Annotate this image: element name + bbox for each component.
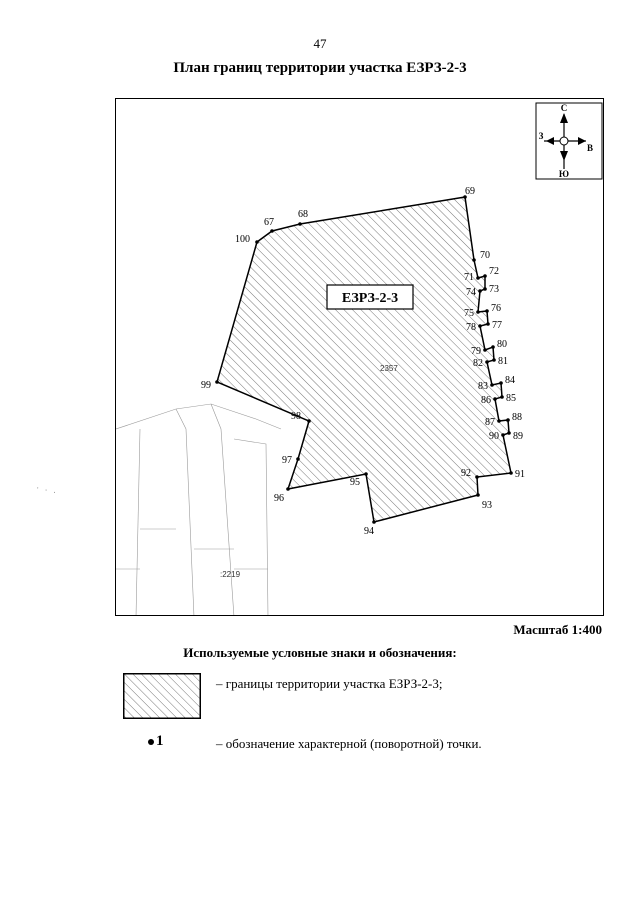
boundary-point-label-77: 77	[492, 320, 502, 331]
boundary-point-89	[507, 431, 511, 435]
boundary-point-90	[501, 433, 505, 437]
boundary-point-100	[255, 240, 259, 244]
boundary-point-79	[483, 348, 487, 352]
boundary-point-83	[490, 383, 494, 387]
compass-south-label: Ю	[558, 169, 570, 179]
boundary-point-78	[478, 324, 482, 328]
map-canvas	[116, 99, 604, 616]
boundary-point-81	[492, 358, 496, 362]
boundary-point-label-84: 84	[505, 375, 515, 386]
boundary-point-label-99: 99	[201, 380, 211, 391]
boundary-point-80	[491, 345, 495, 349]
boundary-point-label-87: 87	[485, 417, 495, 428]
boundary-point-label-93: 93	[482, 500, 492, 511]
boundary-point-82	[485, 360, 489, 364]
parcel-number-outer: :2219	[220, 570, 241, 579]
scan-artifact: · · ·	[35, 483, 59, 498]
boundary-point-label-97: 97	[282, 455, 292, 466]
boundary-point-label-74: 74	[466, 287, 476, 298]
boundary-point-75	[476, 310, 480, 314]
boundary-point-74	[478, 289, 482, 293]
page-number: 47	[313, 36, 327, 51]
legend-item-territory: – границы территории участка ЕЗРЗ-2-3;	[216, 676, 443, 691]
boundary-point-label-88: 88	[512, 412, 522, 423]
boundary-point-label-90: 90	[489, 431, 499, 442]
boundary-point-93	[476, 493, 480, 497]
boundary-point-label-100: 100	[235, 234, 250, 245]
boundary-point-label-86: 86	[481, 395, 491, 406]
boundary-point-label-83: 83	[478, 381, 488, 392]
boundary-point-label-82: 82	[473, 358, 483, 369]
compass-east-label: В	[586, 143, 594, 153]
page-title: План границ территории участка ЕЗРЗ-2-3	[173, 60, 467, 76]
boundary-point-68	[298, 222, 302, 226]
boundary-point-96	[286, 487, 290, 491]
map-scale: Масштаб 1:400	[513, 622, 602, 637]
zone-label-text: ЕЗРЗ-2-3	[341, 291, 399, 306]
background-parcels	[116, 404, 281, 616]
boundary-point-label-69: 69	[465, 186, 475, 197]
boundary-point-84	[499, 381, 503, 385]
boundary-point-70	[472, 258, 476, 262]
boundary-point-label-73: 73	[489, 284, 499, 295]
point-dot-icon	[148, 739, 154, 745]
boundary-point-label-75: 75	[464, 308, 474, 319]
compass-center-icon	[560, 137, 568, 145]
boundary-point-71	[476, 276, 480, 280]
boundary-point-label-70: 70	[480, 250, 490, 261]
legend-title: Используемые условные знаки и обозначения:	[183, 645, 457, 660]
boundary-point-label-78: 78	[466, 322, 476, 333]
boundary-point-85	[500, 395, 504, 399]
boundary-point-label-94: 94	[364, 526, 374, 537]
boundary-point-label-91: 91	[515, 469, 525, 480]
compass-west-label: З	[538, 131, 544, 141]
boundary-point-92	[475, 475, 479, 479]
boundary-point-label-85: 85	[506, 393, 516, 404]
boundary-point-94	[372, 520, 376, 524]
boundary-point-88	[506, 418, 510, 422]
boundary-point-label-79: 79	[471, 346, 481, 357]
boundary-point-76	[485, 309, 489, 313]
boundary-point-87	[497, 419, 501, 423]
legend-hatched-swatch	[123, 673, 201, 719]
boundary-point-99	[215, 380, 219, 384]
boundary-point-label-72: 72	[489, 266, 499, 277]
boundary-point-73	[483, 287, 487, 291]
boundary-point-98	[307, 419, 311, 423]
boundary-point-label-92: 92	[461, 468, 471, 479]
boundary-point-86	[493, 397, 497, 401]
legend-item-point: – обозначение характерной (поворотной) точки.	[216, 736, 482, 751]
boundary-point-label-68: 68	[298, 209, 308, 220]
boundary-point-77	[486, 322, 490, 326]
legend-point-number: 1	[156, 733, 164, 749]
zone-label	[327, 285, 413, 309]
boundary-point-label-81: 81	[498, 356, 508, 367]
boundary-point-label-80: 80	[497, 339, 507, 350]
boundary-point-95	[364, 472, 368, 476]
boundary-point-label-98: 98	[291, 411, 301, 422]
boundary-point-label-95: 95	[350, 477, 360, 488]
compass-north-label: С	[560, 103, 568, 113]
boundary-point-label-89: 89	[513, 431, 523, 442]
boundary-point-72	[483, 274, 487, 278]
boundary-point-label-96: 96	[274, 493, 284, 504]
parcel-number-inner: 2357	[380, 364, 398, 373]
boundary-point-label-76: 76	[491, 303, 501, 314]
boundary-point-67	[270, 229, 274, 233]
boundary-point-label-67: 67	[264, 217, 274, 228]
boundary-point-91	[509, 471, 513, 475]
boundary-point-label-71: 71	[464, 272, 474, 283]
map-frame	[115, 98, 604, 616]
boundary-point-97	[296, 457, 300, 461]
compass	[536, 103, 602, 179]
legend-point-symbol	[148, 733, 164, 750]
